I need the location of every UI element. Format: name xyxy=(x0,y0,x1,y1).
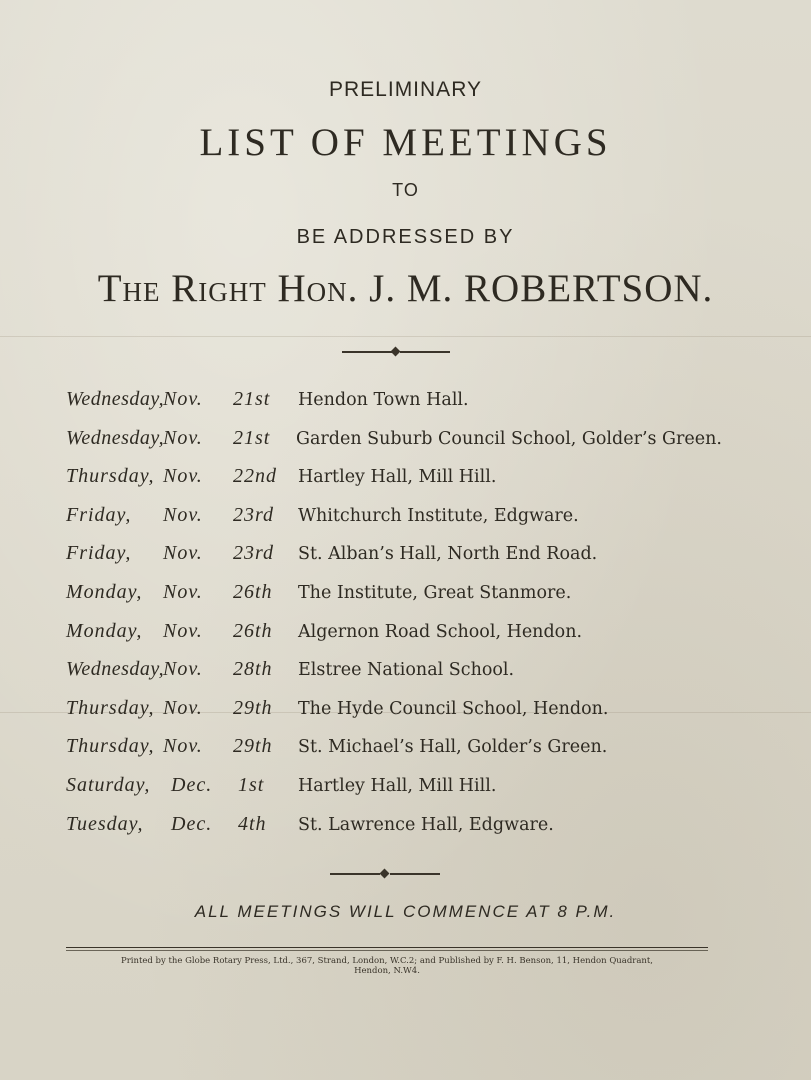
meeting-row xyxy=(66,809,766,848)
meeting-date: 26th xyxy=(233,619,273,642)
addressed-by-line: BE ADDRESSED BY xyxy=(296,226,515,248)
meeting-date: 22nd xyxy=(233,465,277,488)
meeting-month: Nov. xyxy=(163,580,203,603)
meeting-row xyxy=(66,577,766,616)
meeting-month: Nov. xyxy=(163,619,203,642)
meeting-date: 29th xyxy=(233,735,273,758)
meeting-date: 21st xyxy=(233,426,271,449)
meeting-day: Monday, xyxy=(66,580,143,603)
meeting-venue: Whitchurch Institute, Edgware. xyxy=(298,505,579,526)
meeting-day: Tuesday, xyxy=(66,812,144,835)
meeting-venue: St. Alban’s Hall, North End Road. xyxy=(298,544,598,565)
meeting-month: Nov. xyxy=(163,426,203,449)
meeting-month: Nov. xyxy=(163,503,203,526)
speaker-name: The Right Hon. J. M. ROBERTSON. xyxy=(97,267,714,310)
imprint-line: Hendon, N.W4. xyxy=(354,966,420,976)
meeting-venue: Elstree National School. xyxy=(298,660,515,681)
meetings-list xyxy=(66,384,766,847)
bottom-ornament-divider xyxy=(330,869,440,879)
meeting-month: Nov. xyxy=(163,465,203,488)
footer-rule xyxy=(66,947,708,948)
meeting-row xyxy=(66,423,766,462)
meeting-date: 4th xyxy=(238,812,267,835)
paper-fold-line xyxy=(0,336,811,337)
printer-imprint xyxy=(66,956,708,976)
meeting-month: Dec. xyxy=(171,773,213,796)
meeting-day: Wednesday, xyxy=(66,388,165,410)
to-line: TO xyxy=(392,180,419,200)
meeting-month: Nov. xyxy=(163,388,203,410)
meeting-date: 21st xyxy=(233,388,271,410)
meeting-row xyxy=(66,500,766,539)
meeting-month: Dec. xyxy=(171,812,213,835)
meeting-day: Thursday, xyxy=(66,465,155,488)
meeting-date: 28th xyxy=(233,658,273,681)
meeting-row xyxy=(66,770,766,809)
meeting-venue: Hendon Town Hall. xyxy=(298,390,469,410)
meeting-day: Saturday, xyxy=(66,773,151,796)
meeting-date: 23rd xyxy=(233,542,275,565)
meeting-day: Monday, xyxy=(66,619,143,642)
meeting-date: 23rd xyxy=(233,503,275,526)
meeting-row xyxy=(66,654,766,693)
meeting-venue: The Institute, Great Stanmore. xyxy=(298,582,572,603)
commence-time-note: ALL MEETINGS WILL COMMENCE AT 8 P.M. xyxy=(194,902,617,921)
meeting-venue: Garden Suburb Council School, Golder’s Green. xyxy=(296,428,722,449)
page-title: LIST OF MEETINGS xyxy=(199,121,612,164)
meeting-date: 26th xyxy=(233,580,273,603)
meeting-day: Friday, xyxy=(66,503,132,526)
footer-rule xyxy=(66,950,708,951)
meeting-month: Nov. xyxy=(163,696,203,719)
meeting-row xyxy=(66,384,766,423)
preliminary-heading: PRELIMINARY xyxy=(329,78,482,101)
imprint-line: Printed by the Globe Rotary Press, Ltd., 367, Strand, London, W.C.2; and Published by F. H. Benson, 11, Hendon Quadrant, xyxy=(120,956,654,966)
meeting-day: Thursday, xyxy=(66,735,155,758)
meeting-row xyxy=(66,693,766,732)
meeting-row xyxy=(66,731,766,770)
meeting-venue: St. Michael’s Hall, Golder’s Green. xyxy=(298,737,608,758)
meeting-venue: Algernon Road School, Hendon. xyxy=(298,621,583,642)
meeting-month: Nov. xyxy=(163,658,203,681)
meeting-day: Wednesday, xyxy=(66,426,165,449)
meeting-venue: St. Lawrence Hall, Edgware. xyxy=(298,814,554,835)
meeting-row xyxy=(66,461,766,500)
meeting-venue: Hartley Hall, Mill Hill. xyxy=(298,775,497,796)
meeting-row xyxy=(66,616,766,655)
meeting-day: Wednesday, xyxy=(66,658,165,681)
meeting-day: Friday, xyxy=(66,542,132,565)
meeting-date: 1st xyxy=(238,773,265,796)
meeting-month: Nov. xyxy=(163,542,203,565)
meeting-venue: Hartley Hall, Mill Hill. xyxy=(298,467,497,488)
meeting-venue: The Hyde Council School, Hendon. xyxy=(298,698,609,719)
meeting-day: Thursday, xyxy=(66,696,155,719)
meeting-month: Nov. xyxy=(163,735,203,758)
meeting-date: 29th xyxy=(233,696,273,719)
top-ornament-divider xyxy=(342,347,450,357)
meeting-row xyxy=(66,538,766,577)
